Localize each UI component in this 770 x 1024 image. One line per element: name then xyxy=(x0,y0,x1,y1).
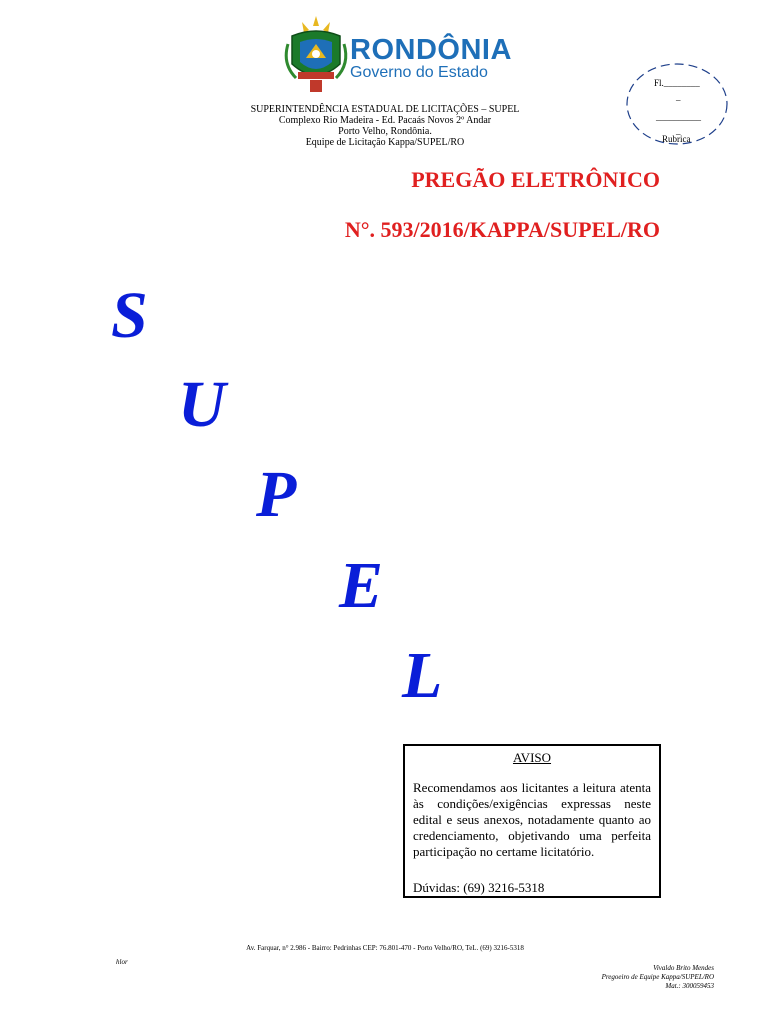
supel-letter-s: S xyxy=(111,279,148,352)
emblem-ribbon xyxy=(298,72,334,79)
stamp-dash: _ xyxy=(676,126,681,136)
supel-letter-l: L xyxy=(402,639,443,712)
logo-subtitle: Governo do Estado xyxy=(350,64,488,81)
institution-team: Equipe de Licitação Kappa/SUPEL/RO xyxy=(305,137,465,148)
document-title: PREGÃO ELETRÔNICO xyxy=(411,167,660,192)
institution-name: SUPERINTENDÊNCIA ESTADUAL DE LICITAÇÕES – SUPEL xyxy=(250,104,520,115)
signature-registration: Mat.: 300059453 xyxy=(665,982,714,990)
notice-title: AVISO xyxy=(512,750,552,765)
stamp-page-number: Fl.________ xyxy=(654,78,700,88)
logo-title: RONDÔNIA xyxy=(350,34,512,66)
signature-name: Vivaldo Brito Mendes xyxy=(653,964,714,972)
stamp-dash: _ xyxy=(676,92,681,102)
supel-letter-u: U xyxy=(178,368,226,441)
institution-building: Complexo Rio Madeira - Ed. Pacaás Novos 2º Andar xyxy=(278,115,492,126)
supel-letter-p: P xyxy=(256,458,297,531)
notice-contact-phone: Dúvidas: (69) 3216-5318 xyxy=(413,880,545,895)
notice-box xyxy=(403,744,661,898)
institution-city: Porto Velho, Rondônia. xyxy=(338,126,432,137)
supel-letter-e: E xyxy=(339,549,384,622)
notice-body: Recomendamos aos licitantes a leitura atenta às condições/exigências expressas neste edital e seus anexos, notadamente quanto ao credenciamento, objetivando uma perfeita participação no certame licitatório. xyxy=(413,780,651,859)
document-number: N°. 593/2016/KAPPA/SUPEL/RO xyxy=(344,217,660,242)
footer-initials: hlor xyxy=(116,958,128,966)
signature-role: Pregoeiro de Equipe Kappa/SUPEL/RO xyxy=(601,973,714,981)
stamp-signature-line: __________ xyxy=(656,112,701,122)
stamp-rubrica-label: Rubrica xyxy=(662,134,691,144)
footer-address: Av. Farquar, n° 2.986 - Bairro: Pedrinhas CEP: 76.801-470 - Porto Velho/RO, TeL. (69) 3216-5318 xyxy=(246,944,524,952)
